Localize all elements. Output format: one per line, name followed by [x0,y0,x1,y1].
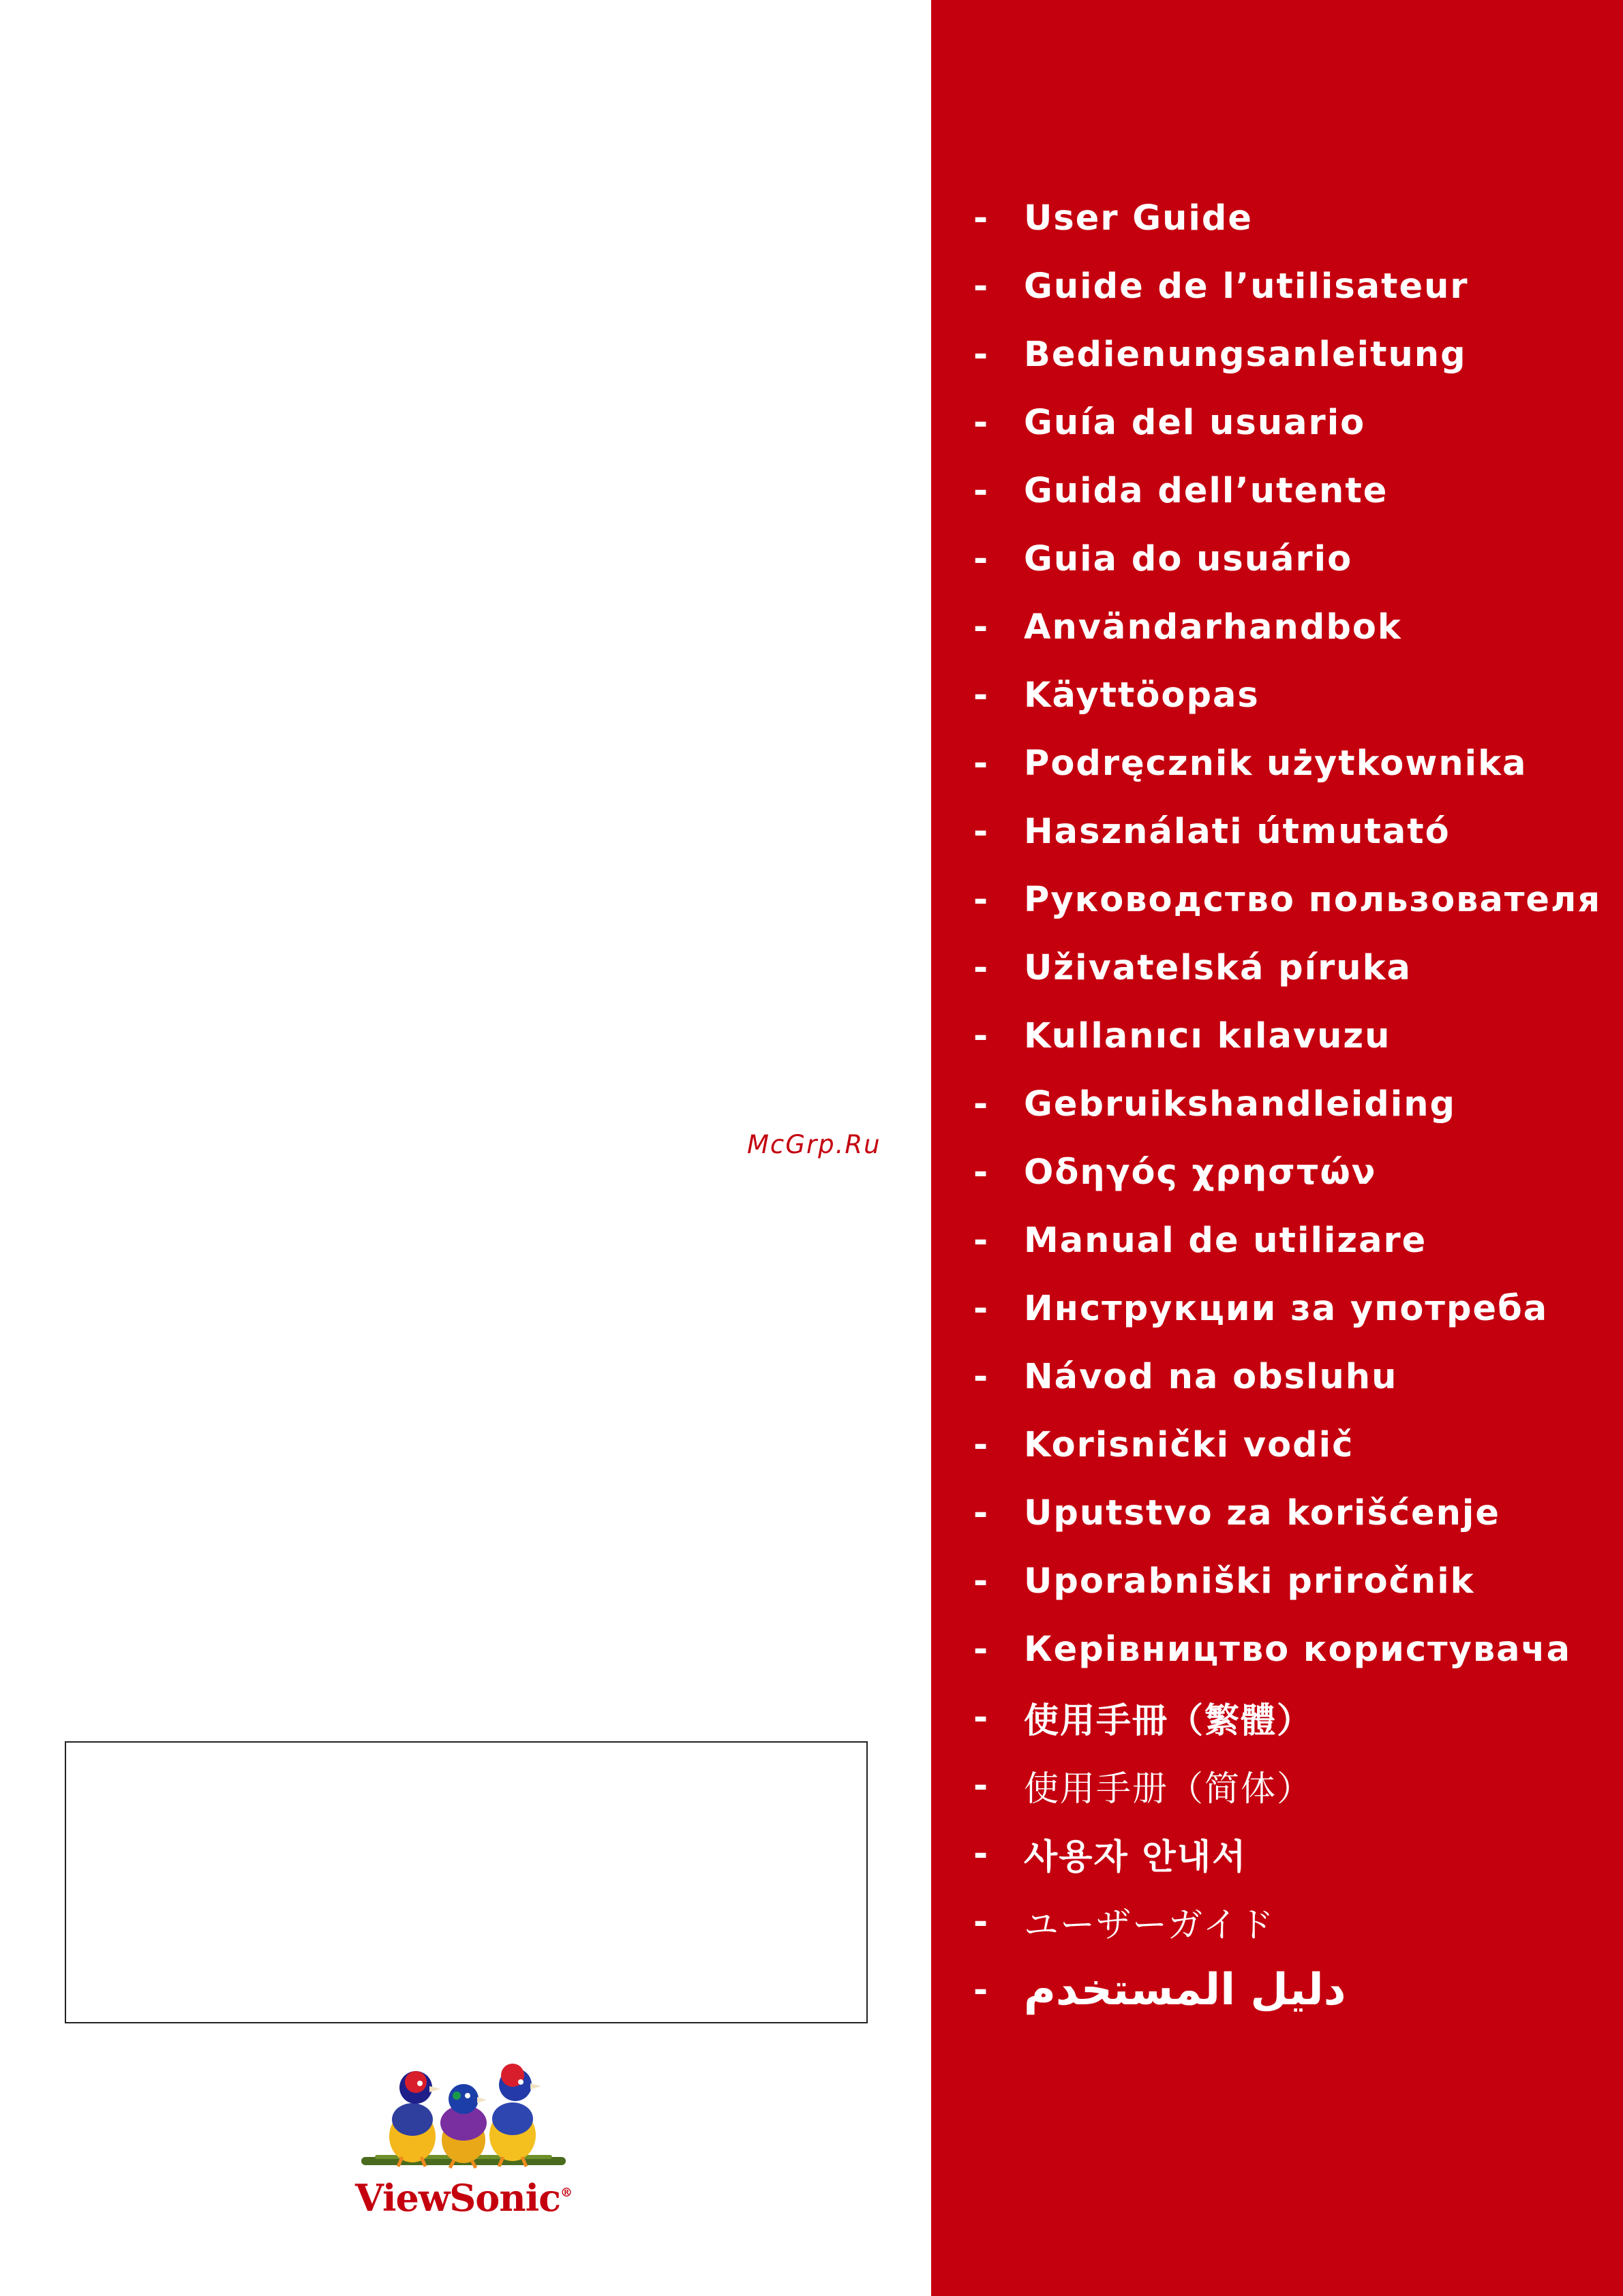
list-dash: - [973,1220,990,1261]
list-dash: - [973,402,990,443]
language-label: Kullanıcı kılavuzu [1024,1015,1391,1056]
language-label: Guia do usuário [1024,538,1353,579]
language-item-slovenian [973,1547,1601,1615]
language-label: ユーザーガイド [1024,1905,1275,1946]
list-dash: - [973,334,990,375]
language-item-german [973,320,1601,388]
language-item-english [973,184,1601,252]
list-dash: - [973,1424,990,1465]
language-item-arabic [973,1956,1601,2024]
language-item-czech [973,934,1601,1002]
language-label: Användarhandbok [1024,607,1402,647]
language-item-chinese-traditional [973,1683,1601,1751]
language-label: Руководство пользователя [1024,879,1602,920]
list-dash: - [973,879,990,920]
language-item-french [973,252,1601,320]
language-item-finnish [973,661,1601,729]
language-label: دليل المستخدم [1024,1965,1346,2015]
language-item-serbian [973,1479,1601,1547]
language-label: Használati útmutató [1024,811,1451,852]
language-item-spanish [973,388,1601,457]
language-label: Bedienungsanleitung [1024,334,1467,375]
list-dash: - [973,198,990,239]
language-label: Gebruikshandleiding [1024,1084,1457,1124]
language-label: Uputstvo za korišćenje [1024,1493,1501,1533]
language-label: 使用手册（简体） [1024,1769,1314,1809]
language-label: User Guide [1024,198,1254,239]
list-dash: - [973,1561,990,1602]
language-item-chinese-simplified [973,1751,1601,1820]
list-dash: - [973,675,990,716]
language-item-bulgarian [973,1274,1601,1343]
brand-name: ViewSonic [355,2176,560,2220]
language-label: Käyttöopas [1024,675,1260,716]
list-dash: - [973,1629,990,1670]
language-item-croatian [973,1411,1601,1479]
list-dash: - [973,743,990,784]
language-label: Guide de l’utilisateur [1024,266,1469,307]
language-label: Uživatelská píruka [1024,947,1412,988]
list-dash: - [973,1833,990,1874]
list-dash: - [973,1084,990,1124]
language-label: Guía del usuario [1024,402,1366,443]
list-dash: - [973,470,990,511]
list-dash: - [973,1493,990,1533]
language-item-ukrainian [973,1615,1601,1683]
language-item-greek [973,1138,1601,1206]
language-item-japanese [973,1888,1601,1956]
language-list [973,184,1601,2024]
language-item-hungarian [973,797,1601,866]
list-dash: - [973,947,990,988]
language-item-portuguese [973,525,1601,593]
language-label: Korisnički vodič [1024,1424,1354,1465]
language-label: Guida dell’utente [1024,470,1389,511]
language-label: Uporabniški priročnik [1024,1561,1475,1602]
language-label: 사용자 안내서 [1024,1837,1247,1878]
list-dash: - [973,1356,990,1397]
language-item-romanian [973,1206,1601,1274]
viewsonic-logo [354,2055,573,2225]
language-item-polish [973,729,1601,797]
birds-logo-icon [354,2055,573,2181]
list-dash: - [973,266,990,307]
model-info-box [65,1741,868,2023]
language-label: Инструкции за употреба [1024,1288,1549,1329]
language-label: Podręcznik użytkownika [1024,743,1528,784]
watermark-text: McGrp.Ru [747,1130,881,1159]
list-dash: - [973,1015,990,1056]
brand-wordmark [354,2176,573,2220]
list-dash: - [973,1970,990,2010]
list-dash: - [973,1901,990,1942]
list-dash: - [973,1152,990,1193]
language-label: Керівництво користувача [1024,1629,1571,1670]
list-dash: - [973,607,990,647]
language-item-swedish [973,593,1601,661]
language-item-russian [973,866,1601,934]
language-label: Návod na obsluhu [1024,1356,1398,1397]
list-dash: - [973,1697,990,1738]
list-dash: - [973,811,990,852]
language-label: Οδηγός χρηστών [1024,1152,1377,1193]
language-label: Manual de utilizare [1024,1220,1427,1261]
list-dash: - [973,538,990,579]
language-item-italian [973,457,1601,525]
language-item-dutch [973,1070,1601,1138]
language-item-slovak [973,1343,1601,1411]
language-label: 使用手冊（繁體） [1024,1701,1314,1741]
language-item-korean [973,1820,1601,1888]
registered-mark: ® [560,2186,572,2200]
language-item-turkish [973,1002,1601,1070]
list-dash: - [973,1288,990,1329]
list-dash: - [973,1765,990,1806]
